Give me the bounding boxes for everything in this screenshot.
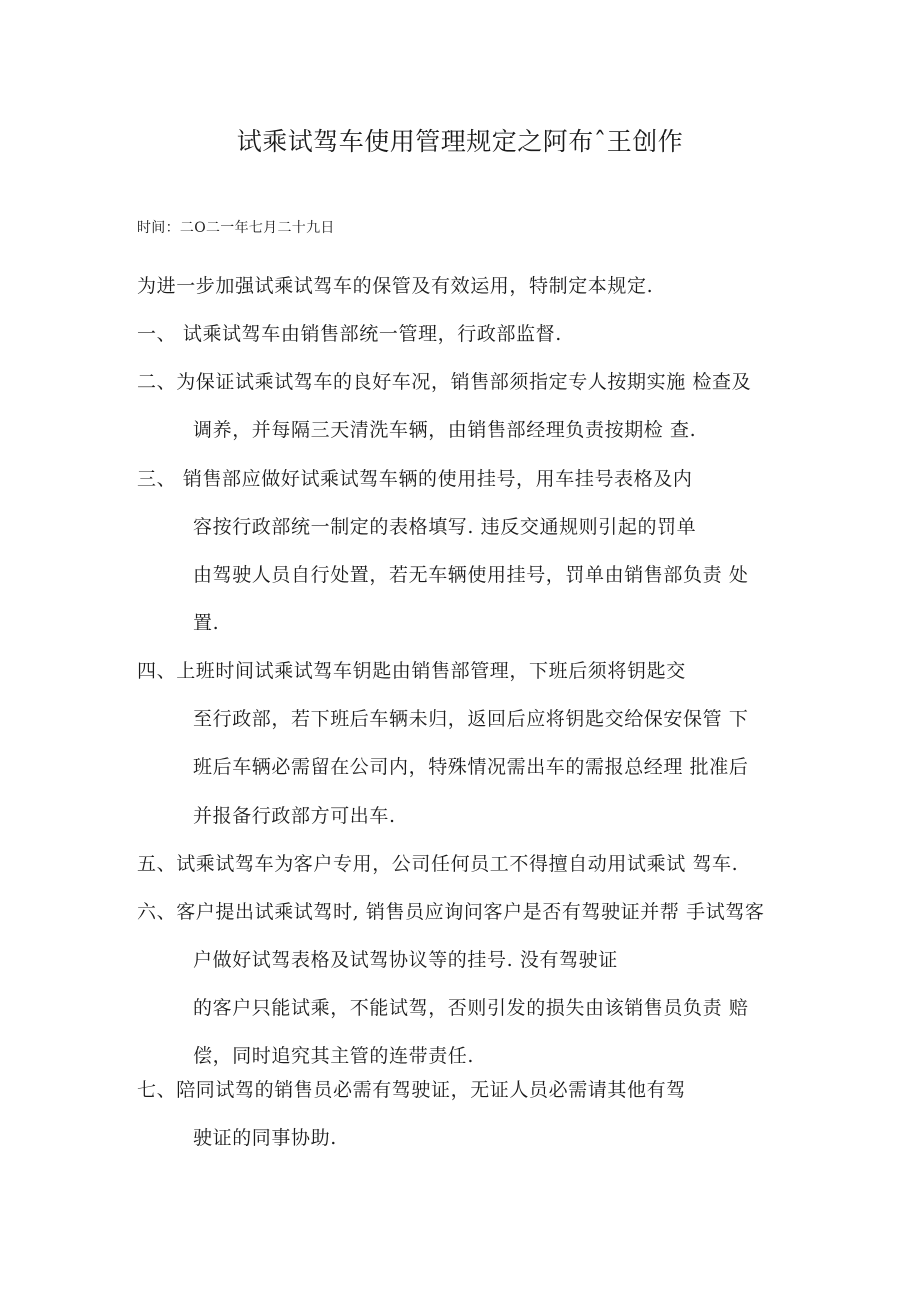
clause-2-line-1: 二、为保证试乘试驾车的良好车况，销售部须指定专人按期实施 检查及 xyxy=(137,371,752,393)
clause-6-line-4: 偿，同时追究其主管的连带责任. xyxy=(193,1045,475,1067)
clause-4-line-2: 至行政部，若下班后车辆未归，返回后应将钥匙交给保安保管 下 xyxy=(193,708,749,730)
clause-6-line-1: 六、客户提出试乘试驾时, 销售员应询问客户是否有驾驶证并帮 手试驾客 xyxy=(137,901,765,923)
clause-3-line-1: 三、 销售部应做好试乘试驾车辆的使用挂号，用车挂号表格及内 xyxy=(137,468,693,490)
clause-1-line-1: 一、 试乘试驾车由销售部统一管理，行政部监督. xyxy=(137,323,562,345)
clause-3-line-2: 容按行政部统一制定的表格填写. 违反交通规则引起的罚单 xyxy=(193,516,697,538)
clause-4-line-1: 四、上班时间试乘试驾车钥匙由销售部管理，下班后须将钥匙交 xyxy=(137,660,686,682)
clause-4-line-3: 班后车辆必需留在公司内，特殊情况需出车的需报总经理 批准后 xyxy=(193,756,749,778)
intro-paragraph: 为进一步加强试乘试驾车的保管及有效运用，特制定本规定. xyxy=(137,275,654,297)
clause-2-line-2: 调养，并每隔三天清洗车辆，由销售部经理负责按期检 查. xyxy=(193,419,697,441)
clause-6-line-2: 户做好试驾表格及试驾协议等的挂号. 没有驾驶证 xyxy=(193,949,618,971)
clause-3-line-4: 置. xyxy=(193,612,220,634)
document-time: 时间：二O二一年七月二十九日 xyxy=(137,220,335,236)
clause-5-line-1: 五、试乘试驾车为客户专用，公司任何员工不得擅自动用试乘试 驾车. xyxy=(137,853,739,875)
clause-6-line-3: 的客户只能试乘，不能试驾，否则引发的损失由该销售员负责 赔 xyxy=(193,997,749,1019)
clause-4-line-4: 并报备行政部方可出车. xyxy=(193,805,396,827)
clause-3-line-3: 由驾驶人员自行处置，若无车辆使用挂号，罚单由销售部负责 处 xyxy=(193,564,749,586)
clause-7-line-1: 七、陪同试驾的销售员必需有驾驶证，无证人员必需请其他有驾 xyxy=(137,1079,686,1101)
document-title: 试乘试驾车使用管理规定之阿布ˆ王创作 xyxy=(236,127,684,156)
clause-7-line-2: 驶证的同事协助. xyxy=(193,1127,337,1149)
